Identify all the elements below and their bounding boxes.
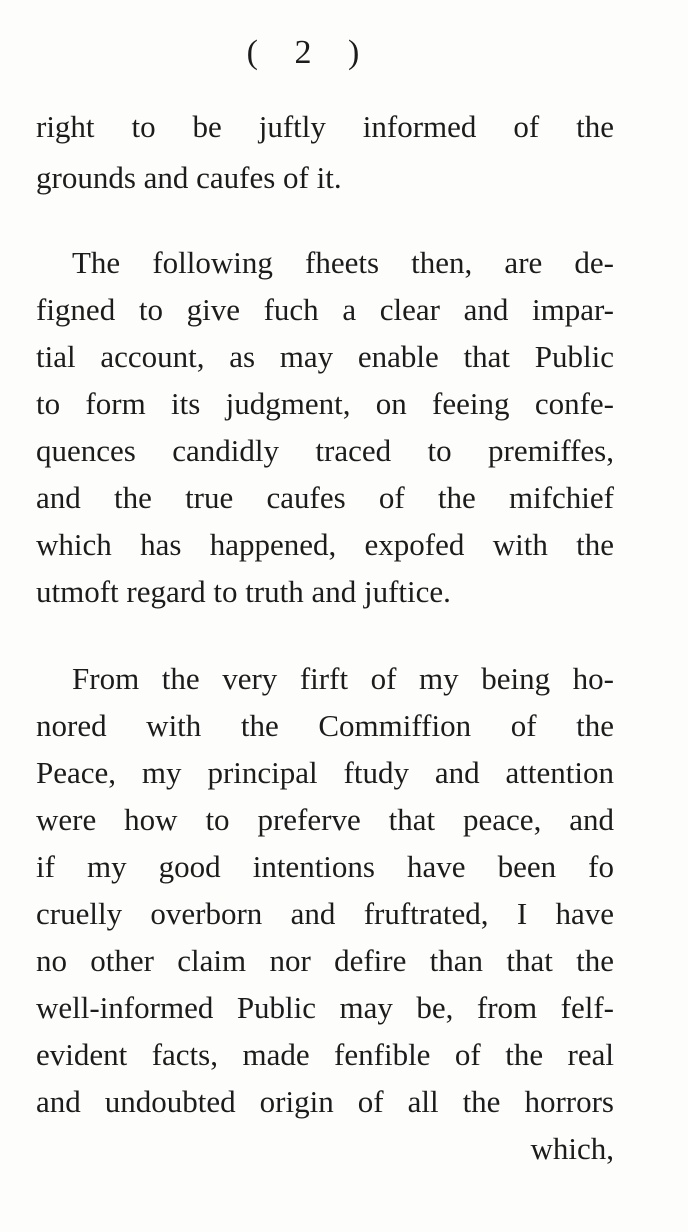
text-line: From the very firft of my being ho- — [72, 661, 614, 696]
text-line: Peace, my principal ftudy and attention — [36, 755, 614, 790]
text-line: no other claim nor defire than that the — [36, 943, 614, 978]
text-line: which has happened, expofed with the — [36, 527, 614, 562]
text-line: evident facts, made fenfible of the real — [36, 1037, 614, 1072]
text-line: were how to preferve that peace, and — [36, 802, 614, 837]
text-line: right to be juftly informed of the — [36, 109, 614, 144]
text-line: The following fheets then, are de- — [72, 245, 614, 280]
text-line: if my good intentions have been fo — [36, 849, 614, 884]
text-line: figned to give fuch a clear and impar- — [36, 292, 614, 327]
text-line: quences candidly traced to premiffes, — [36, 433, 614, 468]
page-number: ( 2 ) — [246, 34, 374, 71]
text-line: utmoft regard to truth and juftice. — [36, 574, 451, 609]
text-line: and the true caufes of the mifchief — [36, 480, 614, 515]
text-line: and undoubted origin of all the horrors — [36, 1084, 614, 1119]
text-line: to form its judgment, on feeing confe- — [36, 386, 614, 421]
text-line: cruelly overborn and fruftrated, I have — [36, 896, 614, 931]
text-line: tial account, as may enable that Public — [36, 339, 614, 374]
text-line: nored with the Commiffion of the — [36, 708, 614, 743]
catchword: which, — [530, 1131, 614, 1166]
text-line: well-informed Public may be, from felf- — [36, 990, 614, 1025]
text-line: grounds and caufes of it. — [36, 160, 342, 195]
